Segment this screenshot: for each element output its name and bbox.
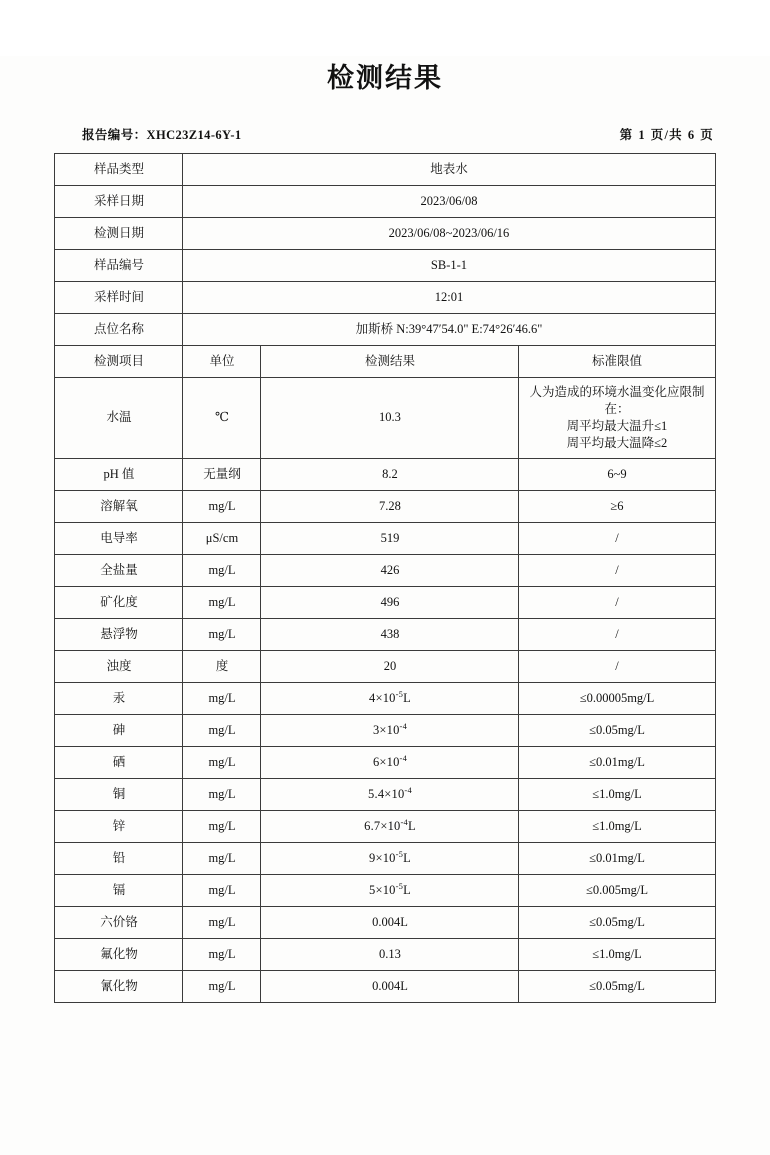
table-row [55,250,715,282]
table-row [55,650,715,682]
item-unit: mg/L [183,970,261,1002]
item-limit: 6~9 [519,458,715,490]
result-exponent: -5 [395,880,404,891]
result-suffix: L [407,818,416,833]
item-limit: ≤0.005mg/L [519,874,715,906]
table-row [55,682,715,714]
result-exponent: -5 [395,848,404,859]
report-meta [82,125,728,143]
result-base: 4×10 [369,690,396,705]
table-row [55,218,715,250]
info-value: 地表水 [183,154,715,186]
item-limit: ≤1.0mg/L [519,810,715,842]
result-suffix: L [403,690,411,705]
item-unit: mg/L [183,746,261,778]
item-result [261,810,519,842]
limit-line: 人为造成的环境水温变化应限制在： [529,385,705,416]
result-exponent: -4 [399,752,408,763]
item-unit: mg/L [183,906,261,938]
item-result: 496 [261,586,519,618]
table-row [55,378,715,459]
result-base: 5×10 [369,882,396,897]
item-result [261,778,519,810]
info-label: 样品编号 [55,250,183,282]
report-number-value: XHC23Z14-6Y-1 [146,128,242,142]
item-result: 10.3 [261,378,519,459]
table-row [55,554,715,586]
table-row [55,842,715,874]
item-limit: / [519,586,715,618]
item-result: 438 [261,618,519,650]
result-suffix: L [403,882,411,897]
item-unit: ℃ [183,378,261,459]
result-exponent: -5 [395,688,404,699]
info-label: 采样时间 [55,282,183,314]
item-limit: ≤1.0mg/L [519,778,715,810]
item-name: 溶解氧 [55,490,183,522]
item-result: 7.28 [261,490,519,522]
info-value: 12:01 [183,282,715,314]
item-unit: mg/L [183,938,261,970]
item-limit: / [519,522,715,554]
item-name: 铅 [55,842,183,874]
item-name: 六价铬 [55,906,183,938]
info-value: 2023/06/08~2023/06/16 [183,218,715,250]
page-indicator [620,125,714,143]
info-value: SB-1-1 [183,250,715,282]
item-result [261,874,519,906]
item-limit: ≥6 [519,490,715,522]
item-limit: / [519,618,715,650]
item-name: 镉 [55,874,183,906]
result-base: 9×10 [369,850,396,865]
result-exponent: -4 [399,720,408,731]
item-limit: ≤0.01mg/L [519,842,715,874]
report-number [82,125,242,143]
item-result: 0.004L [261,970,519,1002]
item-unit: mg/L [183,586,261,618]
item-result [261,746,519,778]
item-result: 519 [261,522,519,554]
item-limit: ≤1.0mg/L [519,938,715,970]
item-unit: mg/L [183,842,261,874]
result-base: 3×10 [372,722,400,737]
item-unit: 无量纲 [183,458,261,490]
table-row [55,778,715,810]
item-result: 0.13 [261,938,519,970]
item-result: 426 [261,554,519,586]
page-total: 6 [687,128,696,142]
results-table [54,153,715,1003]
table-row [55,810,715,842]
item-limit: ≤0.00005mg/L [519,682,715,714]
info-label: 点位名称 [55,314,183,346]
info-label: 样品类型 [55,154,183,186]
item-name: 电导率 [55,522,183,554]
table-row [55,714,715,746]
item-name: 氰化物 [55,970,183,1002]
column-header-item: 检测项目 [55,346,183,378]
item-limit [519,378,715,459]
item-name: 锌 [55,810,183,842]
column-header-result: 检测结果 [261,346,519,378]
item-name: 水温 [55,378,183,459]
item-unit: mg/L [183,810,261,842]
result-base: 6.7×10 [364,818,401,833]
item-limit: ≤0.05mg/L [519,970,715,1002]
table-row [55,186,715,218]
page-middle: 页/共 [650,128,683,142]
item-result [261,682,519,714]
table-row [55,490,715,522]
result-exponent: -4 [404,784,412,795]
item-limit: ≤0.05mg/L [519,906,715,938]
item-name: 悬浮物 [55,618,183,650]
table-row [55,746,715,778]
page-current: 1 [638,128,646,142]
item-limit: / [519,554,715,586]
item-unit: μS/cm [183,522,261,554]
table-row [55,586,715,618]
item-unit: mg/L [183,682,261,714]
item-name: 矿化度 [55,586,183,618]
report-number-label: 报告编号： [82,128,147,142]
document-page [0,56,770,1155]
page-suffix: 页 [700,128,714,142]
item-name: 浊度 [55,650,183,682]
item-name: 全盐量 [55,554,183,586]
item-result [261,842,519,874]
result-base: 5.4×10 [368,786,405,801]
item-unit: mg/L [183,778,261,810]
item-result: 8.2 [261,458,519,490]
page-title: 检测结果 [327,63,443,94]
table-row [55,282,715,314]
item-name: 氟化物 [55,938,183,970]
item-name: 砷 [55,714,183,746]
item-limit: / [519,650,715,682]
table-row [55,874,715,906]
table-row [55,938,715,970]
limit-line: 周平均最大温升≤1 [566,418,668,433]
info-label: 采样日期 [55,186,183,218]
item-name: 硒 [55,746,183,778]
info-value: 2023/06/08 [183,186,715,218]
item-unit: mg/L [183,490,261,522]
info-value: 加斯桥 N:39°47′54.0" E:74°26′46.6" [183,314,715,346]
item-unit: mg/L [183,714,261,746]
item-result: 20 [261,650,519,682]
item-name: 铜 [55,778,183,810]
table-header-row [55,346,715,378]
table-row [55,458,715,490]
item-limit: ≤0.05mg/L [519,714,715,746]
result-base: 6×10 [372,754,400,769]
item-limit: ≤0.01mg/L [519,746,715,778]
item-unit: 度 [183,650,261,682]
column-header-limit: 标准限值 [519,346,715,378]
item-name: pH 值 [55,458,183,490]
table-row [55,314,715,346]
table-row [55,906,715,938]
result-exponent: -4 [400,816,408,827]
table-row [55,522,715,554]
item-result: 0.004L [261,906,519,938]
table-row [55,970,715,1002]
item-unit: mg/L [183,554,261,586]
limit-line: 周平均最大温降≤2 [566,435,668,450]
item-unit: mg/L [183,618,261,650]
table-row [55,618,715,650]
item-name: 汞 [55,682,183,714]
column-header-unit: 单位 [183,346,261,378]
table-row [55,154,715,186]
item-unit: mg/L [183,874,261,906]
page-prefix: 第 [619,128,634,142]
result-suffix: L [403,850,411,865]
item-result [261,714,519,746]
info-label: 检测日期 [55,218,183,250]
